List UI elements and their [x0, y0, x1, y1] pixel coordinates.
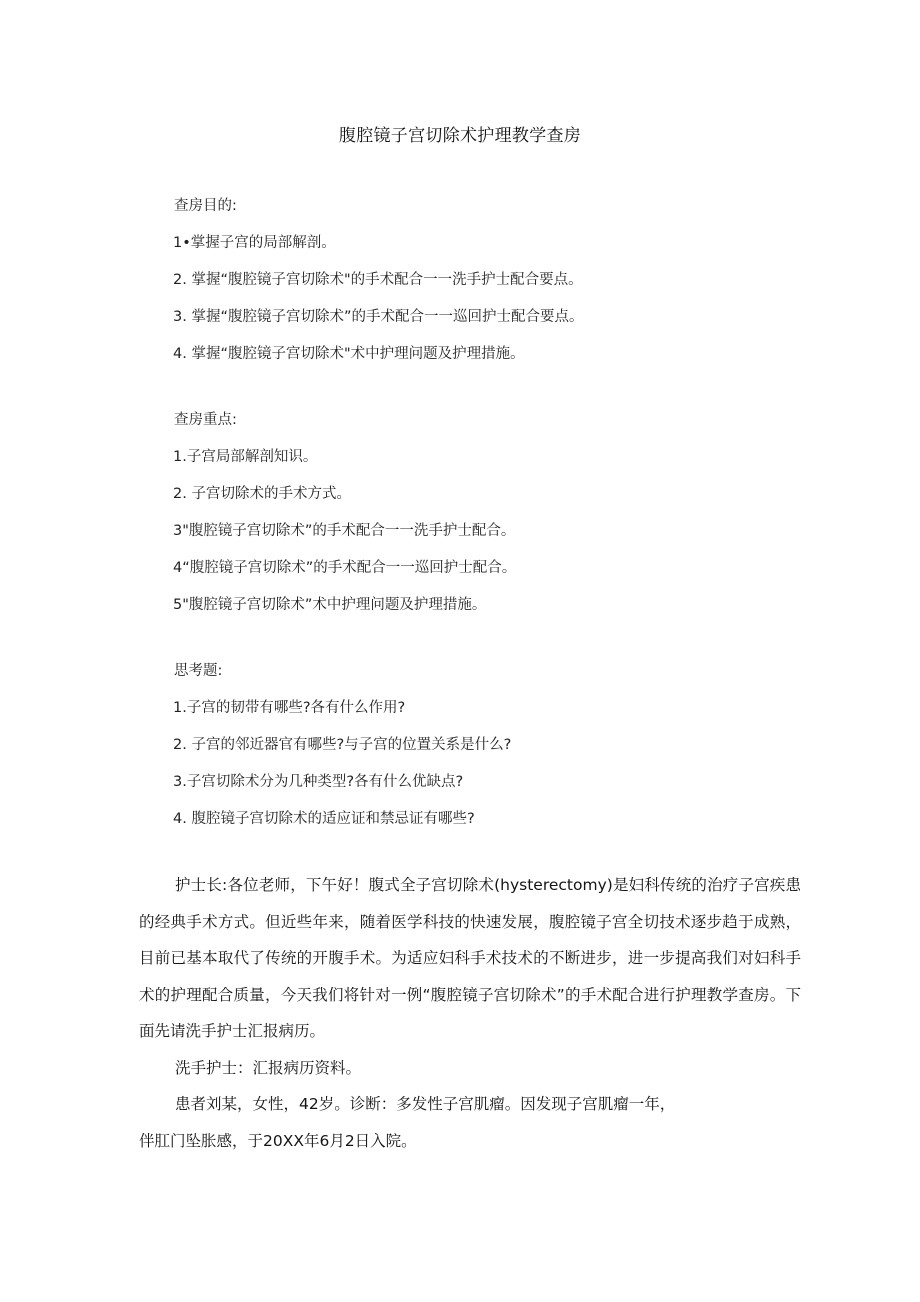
question-item: 1.子宫的韧带有哪些?各有什么作用? [173, 700, 406, 716]
purpose-item: 2. 掌握“腹腔镜子宫切除术"的手术配合一一洗手护士配合要点。 [173, 272, 583, 288]
patient-paragraph-line1: 患者刘某，女性，42岁。诊断：多发性子宫肌瘤。因发现子宫肌瘤一年， [175, 1095, 676, 1113]
purpose-item: 3. 掌握“腹腔镜子宫切除术”的手术配合一一巡回护士配合要点。 [173, 309, 584, 325]
focus-heading: 查房重点: [174, 412, 237, 428]
purpose-item: 1•掌握子宫的局部解剖。 [173, 235, 336, 251]
focus-item: 4“腹腔镜子宫切除术”的手术配合一一巡回护士配合。 [173, 560, 517, 576]
body-text [139, 867, 801, 1159]
purpose-item: 4. 掌握“腹腔镜子宫切除术"术中护理问题及护理措施。 [173, 346, 525, 362]
focus-item: 2. 子宫切除术的手术方式。 [173, 486, 351, 502]
question-item: 2. 子宫的邻近器官有哪些?与子宫的位置关系是什么? [173, 737, 512, 753]
questions-section [174, 653, 814, 838]
scrub-nurse-paragraph: 洗手护士：汇报病历资料。 [175, 1058, 362, 1077]
patient-paragraph-line2: 伴肛门坠胀感，于20XX年6月2日入院。 [139, 1131, 417, 1150]
document-title: 腹腔镜子宫切除术护理教学查房 [338, 126, 582, 146]
head-nurse-paragraph: 护士长:各位老师，下午好！腹式全子宫切除术(hysterectomy)是妇科传统的治疗子宫疾患的经典手术方式。但近些年来，随着医学科技的快速发展，腹腔镜子宫全切技术逐步趋于成熟，目前已基本取代了传统的开腹手术。为适应妇科手术技术的不断进步，进一步提高我们对妇科手术的护理配合质量，今天我们将针对一例“腹腔镜子宫切除术”的手术配合进行护理教学查房。下面先请洗手护士汇报病历。 [139, 876, 801, 1040]
purpose-section [174, 188, 814, 373]
focus-item: 1.子宫局部解剖知识。 [173, 449, 318, 465]
focus-item: 3"腹腔镜子宫切除术”的手术配合一一洗手护士配合。 [173, 523, 516, 539]
focus-section [174, 402, 814, 624]
questions-heading: 思考题: [174, 663, 223, 679]
question-item: 3.子宫切除术分为几种类型?各有什么优缺点? [173, 774, 464, 790]
focus-item: 5"腹腔镜子宫切除术”术中护理问题及护理措施。 [173, 597, 487, 613]
purpose-heading: 查房目的: [174, 198, 237, 214]
question-item: 4. 腹腔镜子宫切除术的适应证和禁忌证有哪些? [173, 811, 475, 827]
